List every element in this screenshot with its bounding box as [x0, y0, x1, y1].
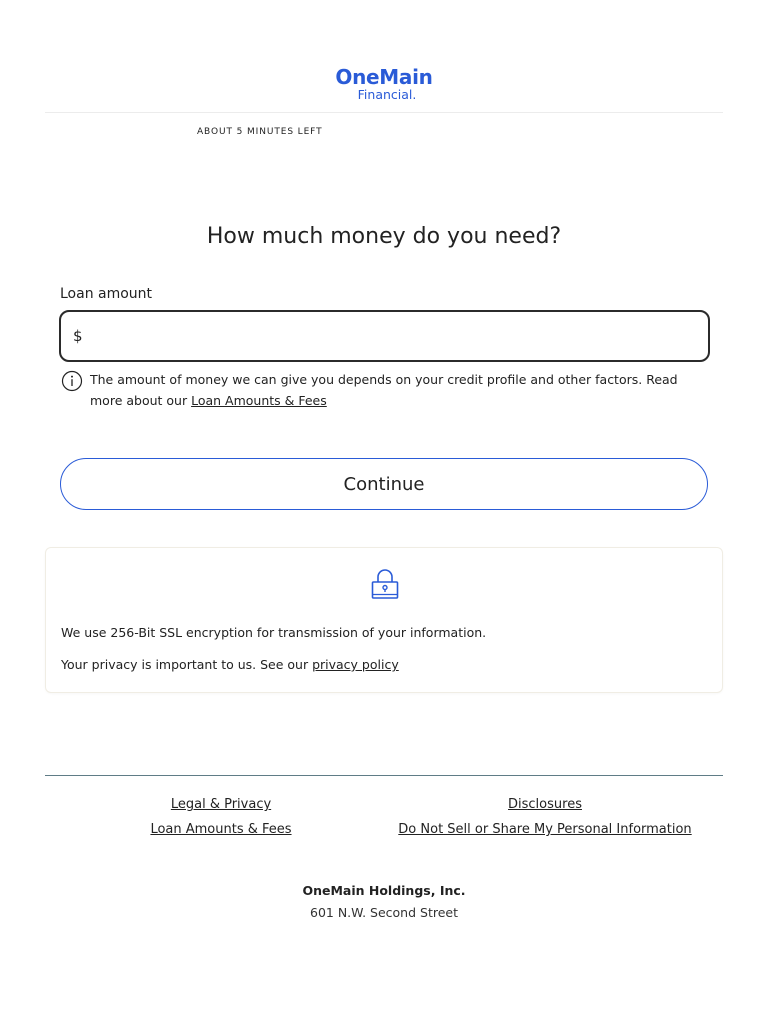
privacy-policy-link[interactable]: privacy policy [312, 657, 399, 672]
privacy-notice-text: Your privacy is important to us. See our [61, 657, 313, 672]
footer-link-disclosures[interactable]: Disclosures [508, 797, 582, 812]
continue-button[interactable]: Continue [60, 458, 708, 510]
footer-link-loan-amounts[interactable]: Loan Amounts & Fees [150, 822, 292, 837]
company-name: OneMain Holdings, Inc. [302, 883, 466, 898]
loan-amounts-fees-link[interactable]: Loan Amounts & Fees [191, 393, 327, 408]
company-address: 601 N.W. Second Street [310, 905, 458, 920]
footer-link-legal-privacy[interactable]: Legal & Privacy [170, 797, 272, 812]
time-remaining: ABOUT 5 MINUTES LEFT [197, 127, 323, 137]
privacy-notice [61, 657, 399, 672]
loan-amount-input[interactable] [89, 320, 689, 354]
security-card [45, 547, 723, 693]
loan-info-text [90, 369, 690, 411]
logo-wordmark: OneMain [335, 65, 433, 89]
lock-icon [371, 566, 399, 602]
brand-logo[interactable] [0, 66, 768, 102]
footer-divider [45, 775, 723, 776]
currency-prefix: $ [73, 327, 83, 345]
loan-amount-label: Loan amount [60, 286, 153, 302]
loan-amount-field[interactable] [59, 310, 710, 362]
logo-subtitle: Financial. [357, 87, 417, 102]
footer-link-do-not-sell[interactable]: Do Not Sell or Share My Personal Information [398, 822, 692, 837]
info-icon [61, 370, 83, 392]
header-divider [45, 112, 723, 113]
loan-info-body: The amount of money we can give you depends on your credit profile and other factors. Read more about our [90, 372, 678, 408]
encryption-notice: We use 256-Bit SSL encryption for transmission of your information. [61, 625, 487, 640]
page-title: How much money do you need? [206, 224, 562, 249]
